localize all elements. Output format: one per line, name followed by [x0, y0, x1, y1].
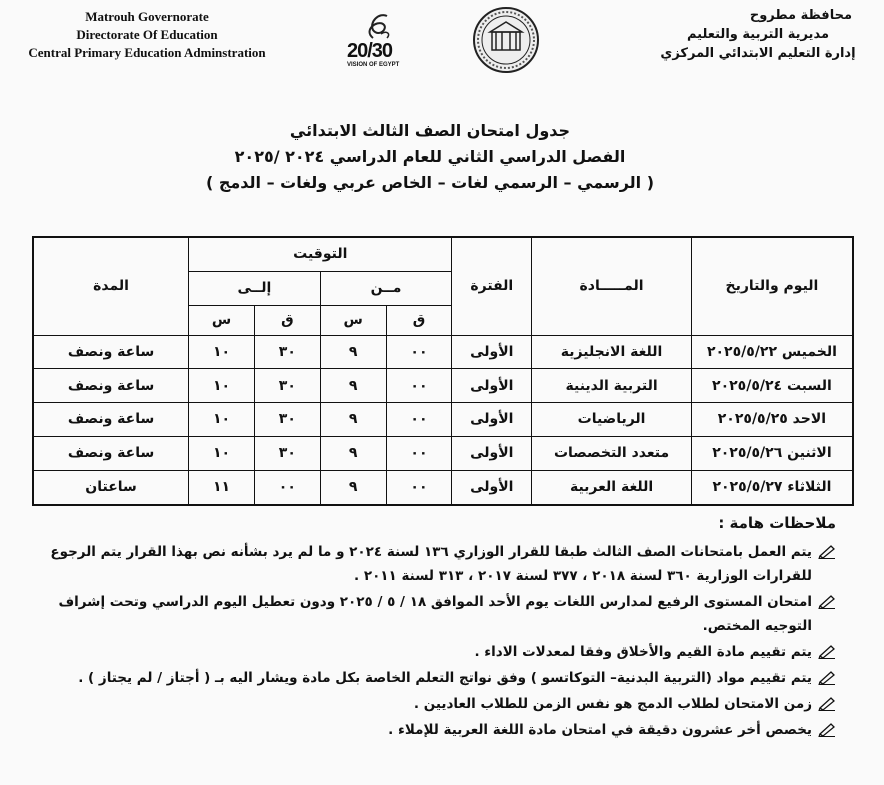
cell-from-minute: ٠٠ [386, 470, 452, 505]
header-day-date: اليوم والتاريخ [691, 237, 853, 335]
pencil-icon [818, 643, 836, 659]
note-text: يتم تقييم مواد (التربية البدنية– التوكاتسو ) وفق نواتج التعلم الخاصة بكل مادة ويشار اليه بـ ( أجتاز / لم يجتاز ) . [78, 670, 812, 686]
cell-from-hour: ٩ [320, 436, 386, 470]
cell-to-hour: ١٠ [189, 436, 255, 470]
header-directorate-ar: مديرية التربية والتعليم [686, 27, 830, 42]
title-line-3: ( الرسمي – الرسمي لغات – الخاص عربي ولغات – الدمج ) [205, 173, 655, 192]
title-line-2: الفصل الدراسي الثاني للعام الدراسي ٢٠٢٤ /٢٠٢٥ [234, 147, 626, 166]
cell-to-minute: ٣٠ [254, 436, 320, 470]
cell-day-date: الاحد ٢٠٢٥/٥/٢٥ [691, 403, 853, 437]
table-row [33, 403, 853, 437]
header-from-hour: س [320, 305, 386, 335]
arabic-header [658, 6, 858, 63]
table-row [33, 436, 853, 470]
cell-from-minute: ٠٠ [386, 335, 452, 369]
cell-to-hour: ١٠ [189, 403, 255, 437]
cell-subject: الرياضيات [532, 403, 692, 437]
cell-duration: ساعة ونصف [33, 335, 189, 369]
cell-to-hour: ١٠ [189, 369, 255, 403]
cell-from-hour: ٩ [320, 369, 386, 403]
vision-number: 20/30 [347, 40, 393, 62]
vision-swirl-icon [343, 8, 415, 44]
header-to: إلــى [189, 271, 321, 305]
header-governorate-ar: محافظة مطروح [749, 8, 852, 23]
cell-from-hour: ٩ [320, 335, 386, 369]
cell-from-minute: ٠٠ [386, 369, 452, 403]
cell-day-date: الاثنين ٢٠٢٥/٥/٢٦ [691, 436, 853, 470]
header-administration-en: Central Primary Education Adminstration [28, 45, 266, 60]
cell-subject: متعدد التخصصات [532, 436, 692, 470]
vision-caption: VISION OF EGYPT [347, 62, 400, 68]
cell-duration: ساعة ونصف [33, 436, 189, 470]
note-text: زمن الامتحان لطلاب الدمج هو نفس الزمن للطلاب العاديين . [413, 696, 812, 712]
cell-from-hour: ٩ [320, 470, 386, 505]
list-item [30, 640, 836, 664]
table-row [33, 335, 853, 369]
note-text: يتم العمل بامتحانات الصف الثالث طبقا للقرار الوزاري ١٣٦ لسنة ٢٠٢٤ و ما لم يرد بشأنه نص بهذا القرار يتم الرجوع للقرارات الوزارية ٣٦٠ لسنة ٢٠١٨ ، ٣٧٧ لسنة ٢٠١٧ ، ٣١٣ لسنة ٢٠١١ . [50, 544, 812, 584]
table-row [33, 470, 853, 505]
note-text: امتحان المستوى الرفيع لمدارس اللغات يوم الأحد الموافق ١٨ / ٥ / ٢٠٢٥ ودون تعطيل اليوم الدراسي وتحت إشراف التوجيه المختص. [58, 594, 812, 634]
cell-to-minute: ٣٠ [254, 369, 320, 403]
table-row [33, 369, 853, 403]
exam-schedule-table [32, 236, 854, 506]
cell-day-date: الخميس ٢٠٢٥/٥/٢٢ [691, 335, 853, 369]
document-titles [150, 118, 710, 196]
cell-subject: اللغة العربية [532, 470, 692, 505]
cell-day-date: السبت ٢٠٢٥/٥/٢٤ [691, 369, 853, 403]
cell-period: الأولى [452, 335, 532, 369]
title-line-1: جدول امتحان الصف الثالث الابتدائي [289, 121, 571, 140]
header-to-hour: س [189, 305, 255, 335]
list-item [30, 590, 836, 638]
header-duration: المدة [33, 237, 189, 335]
cell-to-minute: ٣٠ [254, 335, 320, 369]
cell-subject: اللغة الانجليزية [532, 335, 692, 369]
pencil-icon [818, 669, 836, 685]
header-to-minute: ق [254, 305, 320, 335]
list-item [30, 666, 836, 690]
note-text: يخصص أخر عشرون دقيقة في امتحان مادة اللغة العربية للإملاء . [388, 722, 812, 738]
pencil-icon [818, 721, 836, 737]
pencil-icon [818, 593, 836, 609]
pencil-icon [818, 695, 836, 711]
list-item [30, 540, 836, 588]
cell-to-minute: ٠٠ [254, 470, 320, 505]
notes-list [30, 540, 836, 744]
cell-period: الأولى [452, 436, 532, 470]
header-subject: المـــــادة [532, 237, 692, 335]
english-header [22, 8, 272, 62]
cell-from-minute: ٠٠ [386, 403, 452, 437]
cell-duration: ساعة ونصف [33, 369, 189, 403]
list-item [30, 718, 836, 742]
cell-from-hour: ٩ [320, 403, 386, 437]
note-text: يتم تقييم مادة القيم والأخلاق وفقا لمعدلات الاداء . [474, 644, 812, 660]
cell-duration: ساعتان [33, 470, 189, 505]
cell-from-minute: ٠٠ [386, 436, 452, 470]
cell-duration: ساعة ونصف [33, 403, 189, 437]
header-period: الفترة [452, 237, 532, 335]
header-directorate-en: Directorate Of Education [76, 27, 218, 42]
pencil-icon [818, 543, 836, 559]
header-administration-ar: إدارة التعليم الابتدائي المركزي [660, 46, 856, 61]
cell-period: الأولى [452, 403, 532, 437]
header-governorate-en: Matrouh Governorate [85, 9, 209, 24]
header-from-minute: ق [386, 305, 452, 335]
header-timing: التوقيت [189, 237, 452, 271]
egypt-vision-2030-logo [343, 8, 415, 70]
cell-period: الأولى [452, 470, 532, 505]
notes-title: ملاحظات هامة : [718, 514, 836, 532]
ministry-seal-icon [472, 6, 540, 74]
cell-day-date: الثلاثاء ٢٠٢٥/٥/٢٧ [691, 470, 853, 505]
cell-to-hour: ١١ [189, 470, 255, 505]
list-item [30, 692, 836, 716]
cell-subject: التربية الدينية [532, 369, 692, 403]
cell-to-hour: ١٠ [189, 335, 255, 369]
cell-period: الأولى [452, 369, 532, 403]
header-from: مــن [320, 271, 452, 305]
cell-to-minute: ٣٠ [254, 403, 320, 437]
